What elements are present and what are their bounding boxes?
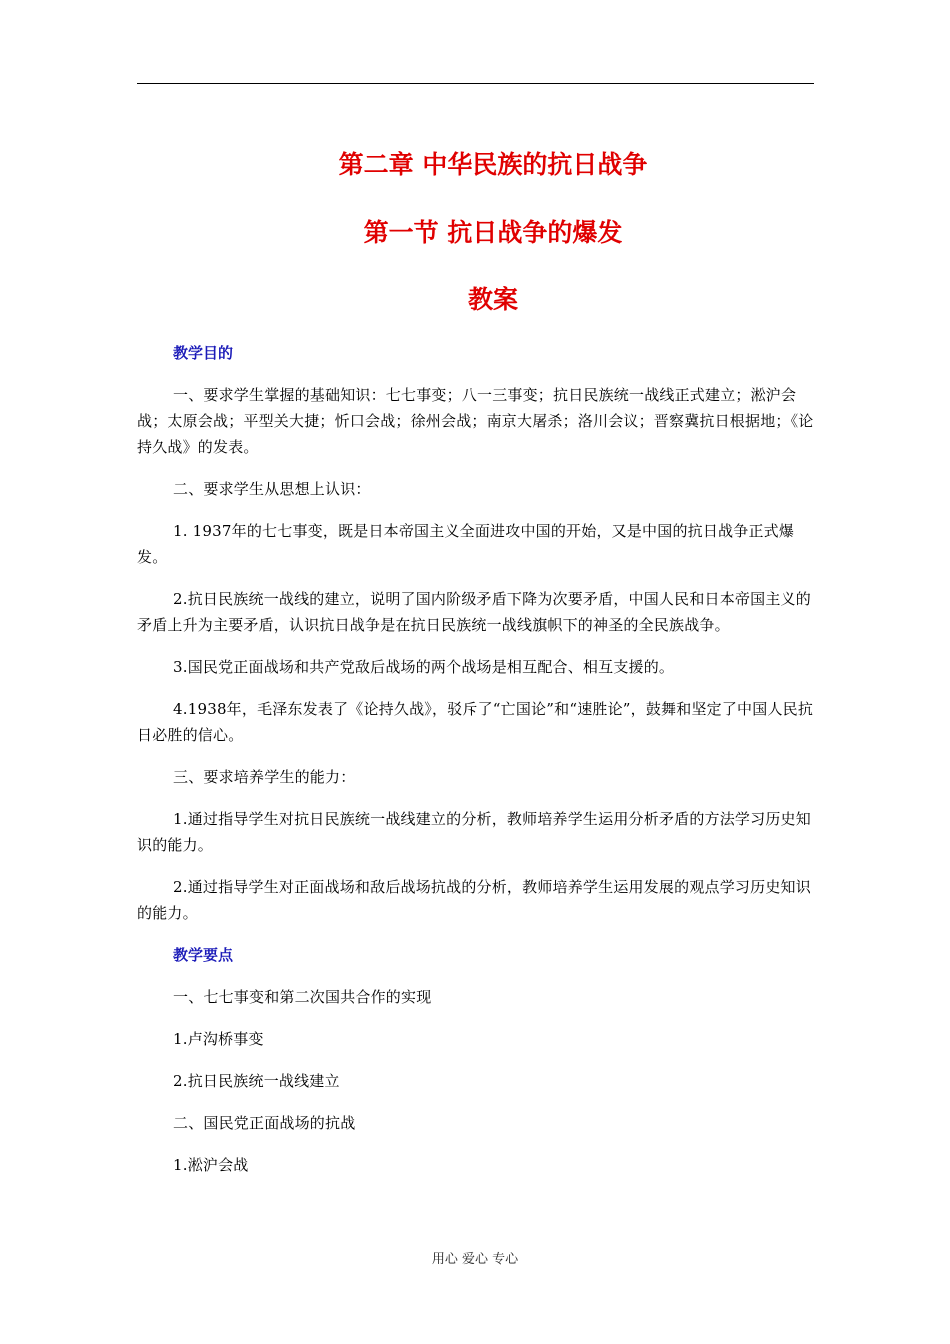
paragraph: 1.通过指导学生对抗日民族统一战线建立的分析，教师培养学生运用分析矛盾的方法学习历史知识的能力。: [137, 810, 811, 854]
paragraph: 2.抗日民族统一战线建立: [173, 1072, 340, 1090]
document-body: [137, 340, 817, 1178]
paragraph: 一、要求学生掌握的基础知识：七七事变；八一三事变；抗日民族统一战线正式建立；淞沪会战；太原会战；平型关大捷；忻口会战；徐州会战；南京大屠杀；洛川会议；晋察冀抗日根据地；《论持久战》的发表。: [137, 386, 814, 456]
paragraph: 一、七七事变和第二次国共合作的实现: [173, 988, 432, 1006]
chapter-title: 第二章 中华民族的抗日战争: [338, 150, 648, 179]
section-heading: 教学目的: [173, 344, 234, 362]
section-title: 第一节 抗日战争的爆发: [363, 218, 623, 247]
paragraph: 二、国民党正面战场的抗战: [173, 1114, 356, 1132]
paragraph: 1.卢沟桥事变: [173, 1030, 264, 1048]
doc-type-title: 教案: [467, 285, 518, 314]
paragraph: 三、要求培养学生的能力：: [173, 768, 356, 786]
paragraph: 3.国民党正面战场和共产党敌后战场的两个战场是相互配合、相互支援的。: [173, 658, 675, 676]
section-heading: 教学要点: [173, 946, 234, 964]
paragraph: 2.通过指导学生对正面战场和敌后战场抗战的分析，教师培养学生运用发展的观点学习历史知识的能力。: [137, 878, 811, 922]
page-footer: 用心 爱心 专心: [431, 1252, 519, 1267]
paragraph: 1. 1937年的七七事变，既是日本帝国主义全面进攻中国的开始，又是中国的抗日战争正式爆发。: [137, 522, 795, 566]
paragraph: 1.淞沪会战: [173, 1156, 249, 1174]
paragraph: 二、要求学生从思想上认识：: [173, 480, 371, 498]
paragraph: 2.抗日民族统一战线的建立，说明了国内阶级矛盾下降为次要矛盾，中国人民和日本帝国主义的矛盾上升为主要矛盾，认识抗日战争是在抗日民族统一战线旗帜下的神圣的全民族战争。: [137, 590, 811, 634]
header-rule: [137, 83, 814, 84]
paragraph: 4.1938年，毛泽东发表了《论持久战》，驳斥了“亡国论”和“速胜论”，鼓舞和坚定了中国人民抗日必胜的信心。: [137, 700, 814, 744]
